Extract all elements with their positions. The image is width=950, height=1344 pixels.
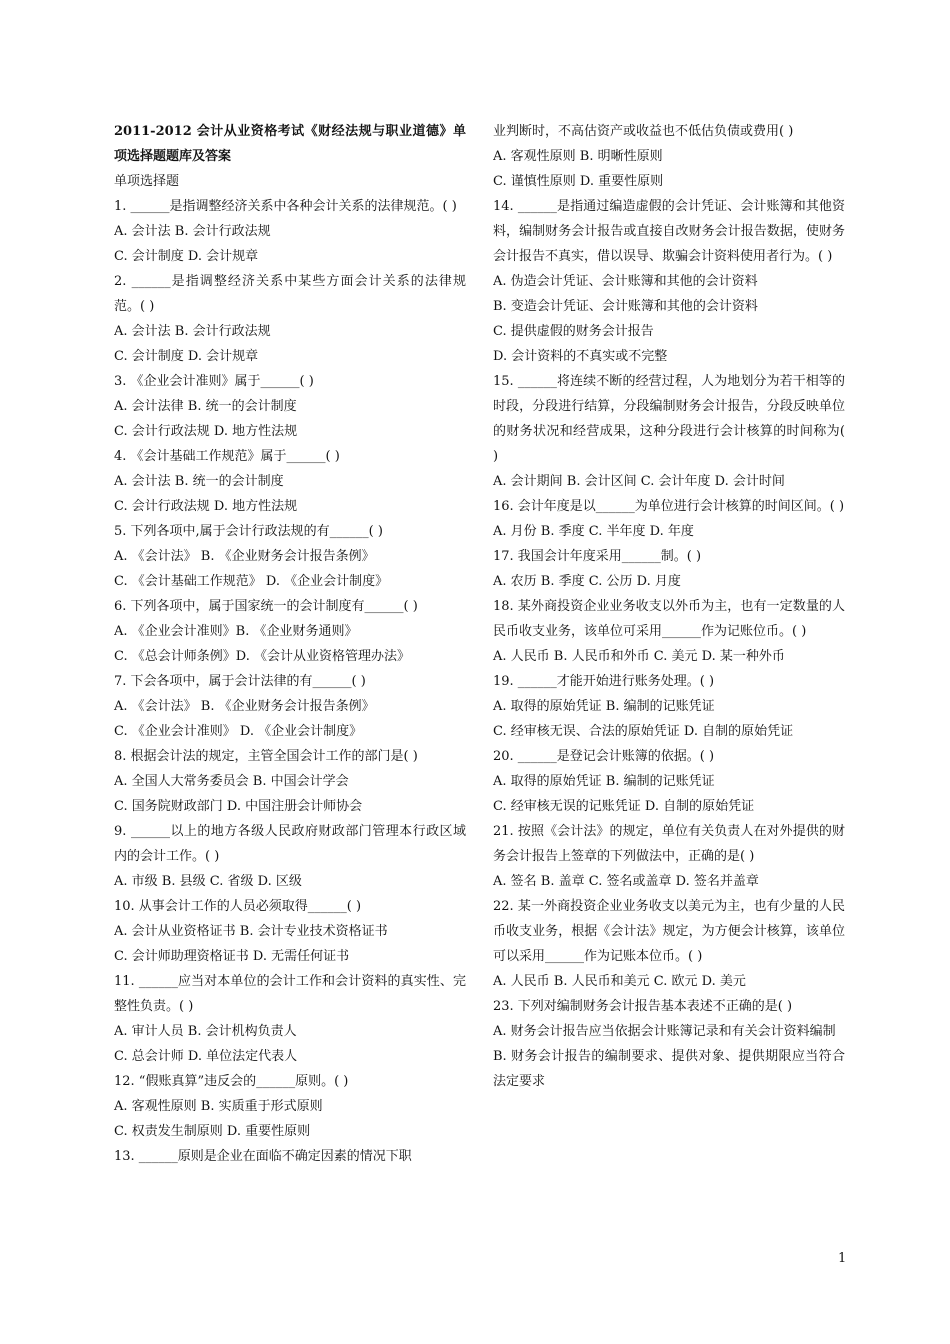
text-line: A. 《会计法》 B. 《企业财务会计报告条例》 [114,549,375,564]
text-line: 21. 按照《会计法》的规定，单位有关负责人在对外提供的财务会计报告上签章的下列做法中，正确的是( ) [493,824,845,864]
text-line: A. 取得的原始凭证 B. 编制的记账凭证 [493,699,715,714]
text-line: C. 经审核无误、合法的原始凭证 D. 自制的原始凭证 [493,724,794,739]
text-line: 12. “假账真算”违反会的______原则。( ) [114,1074,349,1089]
text-line: C. 会计制度 D. 会计规章 [114,249,259,264]
text-line: A. 全国人大常务委员会 B. 中国会计学会 [114,774,349,789]
right-column [493,119,845,1094]
text-line: A. 审计人员 B. 会计机构负责人 [114,1024,297,1039]
text-line: A. 《会计法》 B. 《企业财务会计报告条例》 [114,699,375,714]
text-line: C. 《总会计师条例》D. 《会计从业资格管理办法》 [114,649,410,664]
text-line: D. 会计资料的不真实或不完整 [493,349,668,364]
text-line: 5. 下列各项中,属于会计行政法规的有______( ) [114,524,383,539]
text-line: 16. 会计年度是以______为单位进行会计核算的时间区间。( ) [493,499,845,514]
text-line: 3. 《企业会计准则》属于______( ) [114,374,314,389]
text-line: C. 会计行政法规 D. 地方性法规 [114,424,298,439]
text-line: C. 国务院财政部门 D. 中国注册会计师协会 [114,799,363,814]
text-line: C. 会计师助理资格证书 D. 无需任何证书 [114,949,350,964]
text-line: C. 提供虚假的财务会计报告 [493,324,654,339]
text-line: 9. ______以上的地方各级人民政府财政部门管理本行政区域内的会计工作。( ) [114,824,466,864]
text-line: 13. ______原则是企业在面临不确定因素的情况下职 [114,1149,412,1164]
text-line: 6. 下列各项中，属于国家统一的会计制度有______( ) [114,599,418,614]
text-line: A. 会计从业资格证书 B. 会计专业技术资格证书 [114,924,388,939]
text-line: A. 客观性原则 B. 实质重于形式原则 [114,1099,323,1114]
text-line: 23. 下列对编制财务会计报告基本表述不正确的是( ) [493,999,793,1014]
text-line: C. 会计行政法规 D. 地方性法规 [114,499,298,514]
text-line: 2011-2012 会计从业资格考试《财经法规与职业道德》单项选择题题库及答案 [114,124,466,164]
left-column [114,119,466,1169]
text-line: A. 市级 B. 县级 C. 省级 D. 区级 [114,874,302,889]
text-line: A. 客观性原则 B. 明晰性原则 [493,149,663,164]
text-line: A. 农历 B. 季度 C. 公历 D. 月度 [493,574,681,589]
text-line: 业判断时，不高估资产或收益也不低估负债或费用( ) [493,124,794,139]
page-number: 1 [838,1251,847,1266]
text-line: 8. 根据会计法的规定，主管全国会计工作的部门是( ) [114,749,418,764]
text-line: C. 谨慎性原则 D. 重要性原则 [493,174,664,189]
text-line: C. 《企业会计准则》 D. 《企业会计制度》 [114,724,363,739]
text-line: C. 权责发生制原则 D. 重要性原则 [114,1124,311,1139]
text-line: A. 会计法 B. 会计行政法规 [114,224,271,239]
text-line: 14. ______是指通过编造虚假的会计凭证、会计账簿和其他资料，编制财务会计报告或直接自改财务会计报告数据，使财务会计报告不真实，借以误导、欺骗会计资料使用者行为。( ) [493,199,845,264]
text-line: 单项选择题 [114,174,180,189]
text-line: A. 伪造会计凭证、会计账簿和其他的会计资料 [493,274,758,289]
text-line: 22. 某一外商投资企业业务收支以美元为主，也有少量的人民币收支业务，根据《会计法》规定，为方便会计核算，该单位可以采用______作为记账本位币。( ) [493,899,845,964]
text-line: A. 取得的原始凭证 B. 编制的记账凭证 [493,774,715,789]
text-line: A. 会计法律 B. 统一的会计制度 [114,399,297,414]
text-line: A. 财务会计报告应当依据会计账簿记录和有关会计资料编制 [493,1024,836,1039]
text-line: 11. ______应当对本单位的会计工作和会计资料的真实性、完整性负责。( ) [114,974,466,1014]
text-line: 10. 从事会计工作的人员必须取得______( ) [114,899,362,914]
text-line: 1. ______是指调整经济关系中各种会计关系的法律规范。( ) [114,199,457,214]
text-line: 4. 《会计基础工作规范》属于______( ) [114,449,340,464]
text-line: 18. 某外商投资企业业务收支以外币为主，也有一定数量的人民币收支业务，该单位可采用______作为记账位币。( ) [493,599,845,639]
text-line: A. 会计期间 B. 会计区间 C. 会计年度 D. 会计时间 [493,474,785,489]
text-line: A. 人民币 B. 人民币和美元 C. 欧元 D. 美元 [493,974,746,989]
text-line: A. 会计法 B. 统一的会计制度 [114,474,284,489]
text-line: C. 经审核无误的记账凭证 D. 自制的原始凭证 [493,799,755,814]
text-line: A. 月份 B. 季度 C. 半年度 D. 年度 [493,524,694,539]
text-line: A. 会计法 B. 会计行政法规 [114,324,271,339]
text-line: 15. ______将连续不断的经营过程，人为地划分为若干相等的时段，分段进行结算，分段编制财务会计报告，分段反映单位的财务状况和经营成果，这种分段进行会计核算的时间称为( ) [493,374,845,464]
text-line: C. 《会计基础工作规范》 D. 《企业会计制度》 [114,574,389,589]
text-line: C. 总会计师 D. 单位法定代表人 [114,1049,298,1064]
text-line: 7. 下会各项中，属于会计法律的有______( ) [114,674,366,689]
text-line: A. 签名 B. 盖章 C. 签名或盖章 D. 签名并盖章 [493,874,759,889]
text-line: B. 变造会计凭证、会计账簿和其他的会计资料 [493,299,758,314]
text-line: 2. ______是指调整经济关系中某些方面会计关系的法律规范。( ) [114,274,466,314]
text-line: 19. ______才能开始进行账务处理。( ) [493,674,715,689]
text-line: 20. ______是登记会计账簿的依据。( ) [493,749,715,764]
text-line: A. 人民币 B. 人民币和外币 C. 美元 D. 某一种外币 [493,649,785,664]
text-line: B. 财务会计报告的编制要求、提供对象、提供期限应当符合法定要求 [493,1049,845,1089]
text-line: 17. 我国会计年度采用______制。( ) [493,549,702,564]
text-line: A. 《企业会计准则》B. 《企业财务通则》 [114,624,358,639]
text-line: C. 会计制度 D. 会计规章 [114,349,259,364]
